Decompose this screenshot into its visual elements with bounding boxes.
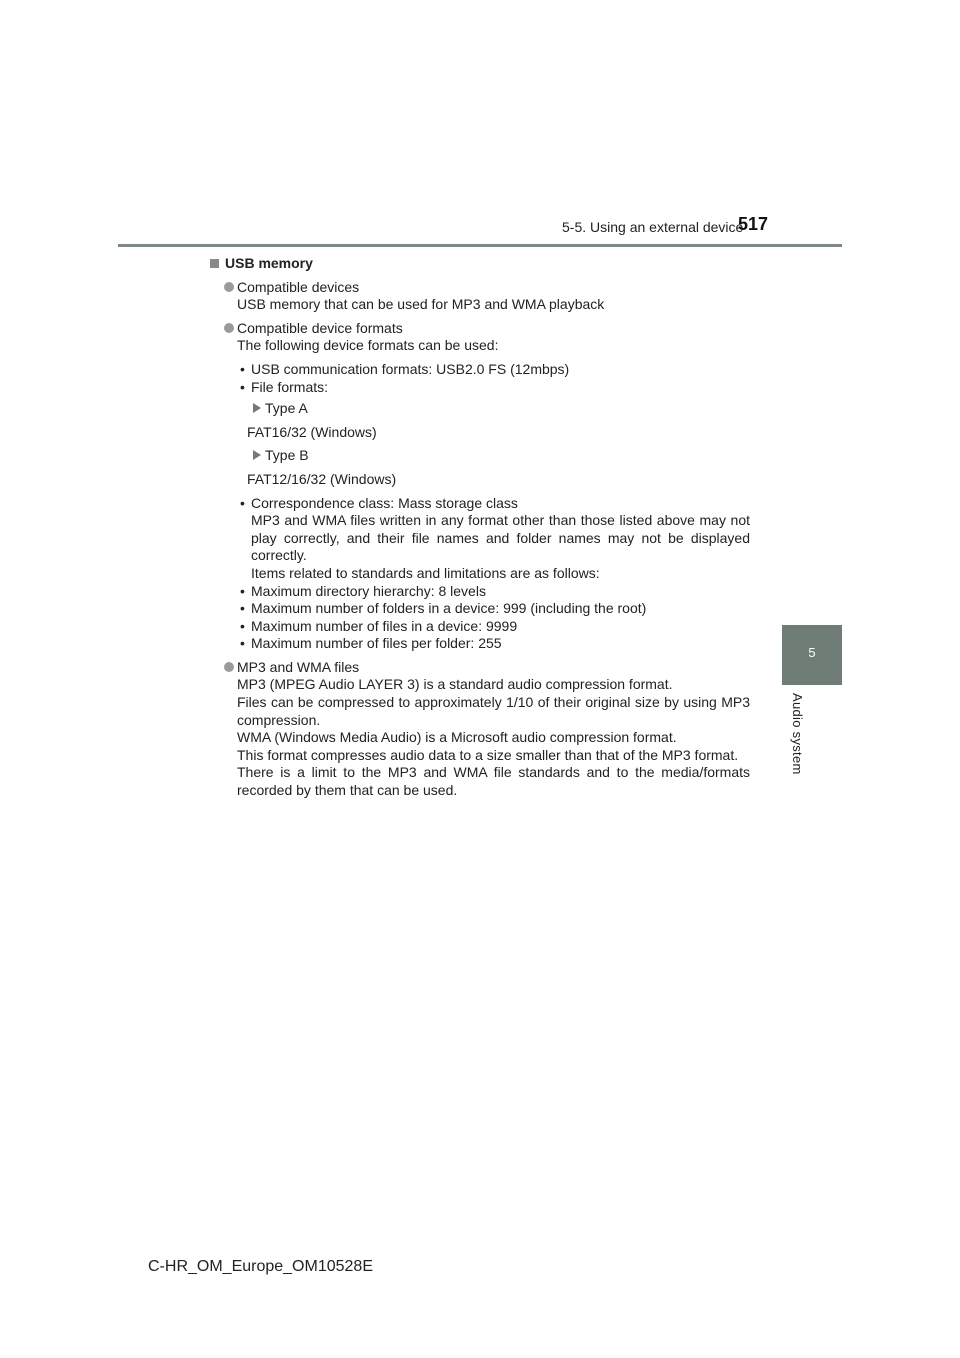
bullet-text: The following device formats can be used: — [237, 337, 499, 354]
type-a-value: FAT16/32 (Windows) — [247, 423, 377, 440]
sub-item: • Maximum number of files in a device: 9999 — [240, 617, 518, 634]
sub-item: • Maximum number of folders in a device: 999 (including the root) — [240, 600, 647, 617]
sub-item: • Maximum number of files per folder: 255 — [240, 635, 502, 652]
type-b-item: Type B — [210, 447, 750, 465]
bullet-heading: MP3 and WMA files — [237, 658, 360, 675]
sub-item: • Correspondence class: Mass storage class MP3 and WMA files written in any format other than those listed above may not play correctly, and their file names and folder names may not be displayed correctly. Items related to standards and limitations are as follows: — [240, 494, 750, 581]
type-b-value: FAT12/16/32 (Windows) — [247, 470, 397, 487]
sub-item: • USB communication formats: USB2.0 FS (12mbps) — [240, 360, 570, 377]
bullet-mp3-wma-files: MP3 and WMA files MP3 (MPEG Audio LAYER 3) is a standard audio compression format. Files can be compressed to approximately 1/10 of their original size by using MP3 compression. WMA (Windows Media Audio) is a Microsoft audio compression format. This format compresses audio data to a size smaller than that of the MP3 format. There is a limit to the MP3 and WMA file standards and to the media/formats recorded by them that can be used. — [210, 659, 750, 800]
sub-item: • File formats: — [240, 378, 329, 395]
bullet-text: USB memory that can be used for MP3 and WMA playback — [237, 296, 605, 313]
main-content — [210, 255, 750, 806]
section-title-text: USB memory — [225, 255, 313, 271]
bullet-compatible-devices — [210, 279, 750, 314]
square-bullet-icon — [210, 259, 219, 268]
section-heading: 5-5. Using an external device — [562, 219, 744, 235]
chapter-number: 5 — [808, 645, 816, 660]
section-title — [210, 255, 750, 273]
bullet-heading: Compatible devices — [237, 278, 360, 295]
circle-bullet-icon — [224, 662, 234, 672]
circle-bullet-icon — [224, 282, 234, 292]
chapter-tab — [782, 625, 842, 685]
circle-bullet-icon — [224, 323, 234, 333]
bullet-heading: Compatible device formats — [237, 319, 403, 336]
bullet-device-formats — [210, 320, 750, 355]
triangle-right-icon — [253, 403, 261, 413]
sub-item: • Maximum directory hierarchy: 8 levels — [240, 582, 486, 599]
page-number: 517 — [738, 214, 769, 234]
type-a-item: Type A — [210, 400, 750, 418]
triangle-right-icon — [253, 450, 261, 460]
header-divider — [118, 244, 842, 247]
chapter-label: Audio system — [790, 693, 805, 775]
document-id: C-HR_OM_Europe_OM10528E — [148, 1258, 373, 1275]
